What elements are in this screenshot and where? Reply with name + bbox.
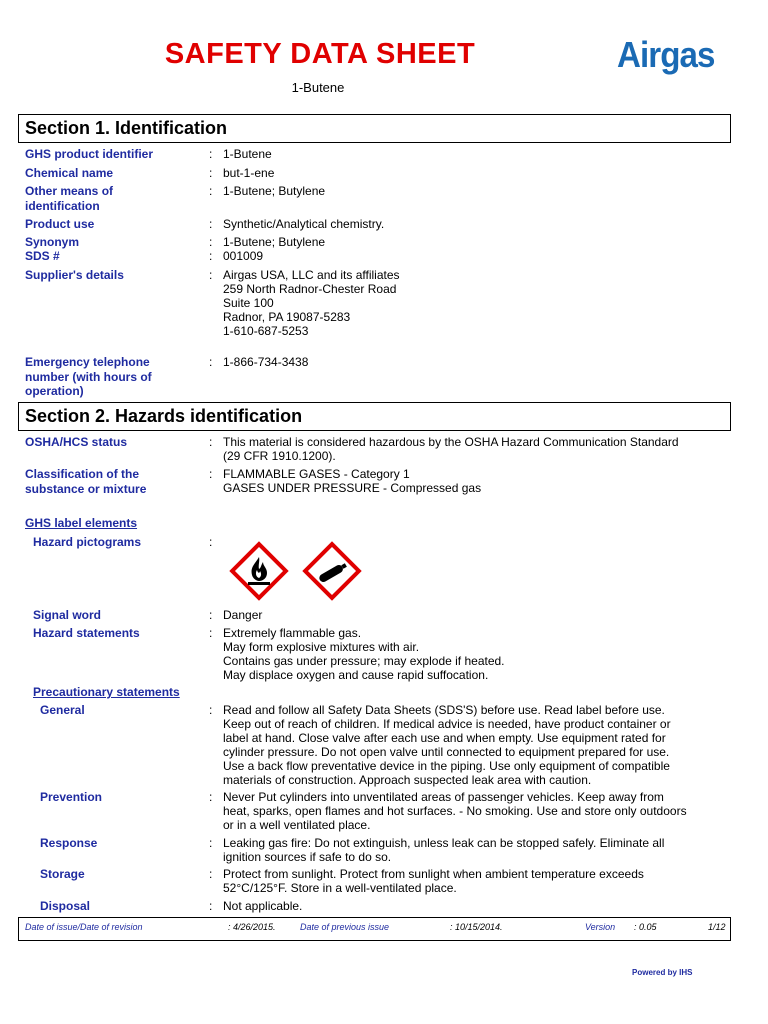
hazard-statements-label: Hazard statements [33, 626, 140, 640]
colon: : [209, 235, 213, 249]
version-label: Version [585, 922, 616, 932]
storage-label: Storage [40, 867, 85, 881]
section-1-heading: Section 1. Identification [18, 114, 731, 143]
gas-cylinder-pictogram [301, 540, 363, 602]
ghs-label-elements-heading: GHS label elements [25, 516, 138, 530]
colon: : [209, 867, 213, 881]
signal-word-value: Danger [223, 608, 263, 622]
section-1-value: but-1-ene [223, 166, 275, 180]
colon: : [209, 703, 213, 717]
previous-issue-label: Date of previous issue [300, 922, 390, 932]
colon: : [209, 249, 213, 263]
section-1-label: GHS product identifier [25, 147, 154, 161]
document-title: SAFETY DATA SHEET [164, 38, 476, 70]
section-1-value: Airgas USA, LLC and its affiliates 259 North Radnor-Chester Road Suite 100 Radnor, PA 19087-5283 1-610-687-5253 [223, 268, 400, 338]
section-1-label: Product use [25, 217, 95, 231]
colon: : [209, 899, 213, 913]
colon: : [209, 435, 213, 449]
response-label: Response [40, 836, 98, 850]
colon: : [209, 217, 213, 231]
storage-value: Protect from sunlight. Protect from sunlight when ambient temperature exceeds 52°C/125°F. Store in a well-ventilated place. [223, 867, 644, 895]
colon: : [209, 355, 213, 369]
issue-date-value: : 4/26/2015. [228, 922, 276, 932]
prevention-label: Prevention [40, 790, 103, 804]
signal-word-label: Signal word [33, 608, 102, 622]
page-number: 1/12 [708, 922, 726, 932]
section-1-label: SDS # [25, 249, 60, 263]
product-name: 1-Butene [291, 80, 345, 95]
hazard-statements-value: Extremely flammable gas. May form explosive mixtures with air. Contains gas under pressure; may explode if heated. May displace oxygen and cause rapid suffocation. [223, 626, 505, 682]
previous-issue-value: : 10/15/2014. [450, 922, 503, 932]
colon: : [209, 147, 213, 161]
response-value: Leaking gas fire: Do not extinguish, unless leak can be stopped safely. Eliminate all ignition sources if safe to do so. [223, 836, 665, 864]
hazard-pictograms-label: Hazard pictograms [33, 535, 142, 549]
colon: : [209, 467, 213, 481]
colon: : [209, 166, 213, 180]
colon: : [209, 535, 213, 549]
powered-by: Powered by IHS [632, 968, 693, 977]
section-1-label: Supplier's details [25, 268, 124, 282]
section-2-heading: Section 2. Hazards identification [18, 402, 731, 431]
general-label: General [40, 703, 85, 717]
section-1-value: Synthetic/Analytical chemistry. [223, 217, 385, 231]
osha-value: This material is considered hazardous by the OSHA Hazard Communication Standard (29 CFR 1910.1200). [223, 435, 679, 463]
colon: : [209, 626, 213, 640]
section-1-value: 001009 [223, 249, 264, 263]
colon: : [209, 268, 213, 282]
issue-date-label: Date of issue/Date of revision [25, 922, 143, 932]
disposal-label: Disposal [40, 899, 91, 913]
general-value: Read and follow all Safety Data Sheets (SDS'S) before use. Read label before use. Keep out of reach of children. If medical advice is needed, have product container or label at hand. Close valve after each use and when empty. Use equipment rated for cylinder pressure. Do not open valve until connected to equipment prepared for use. Use a back flow preventative device in the piping. Use only equipment of compatible materials of construction. Approach suspected leak area with caution. [223, 703, 671, 787]
colon: : [209, 184, 213, 198]
section-1-label: Emergency telephone number (with hours of operation) [25, 355, 152, 398]
section-1-label: Chemical name [25, 166, 114, 180]
version-value: : 0.05 [634, 922, 657, 932]
classification-value: FLAMMABLE GASES - Category 1 GASES UNDER PRESSURE - Compressed gas [223, 467, 482, 495]
precautionary-statements-heading: Precautionary statements [33, 685, 180, 699]
colon: : [209, 608, 213, 622]
prevention-value: Never Put cylinders into unventilated areas of passenger vehicles. Keep away from heat, sparks, open flames and hot surfaces. - No smoking. Use and store only outdoors or in a well ventilated place. [223, 790, 687, 832]
airgas-logo: Airgas [617, 34, 715, 75]
section-1-value: 1-Butene; Butylene [223, 235, 326, 249]
section-1-value: 1-Butene; Butylene [223, 184, 326, 198]
flame-pictogram [228, 540, 290, 602]
classification-label: Classification of the substance or mixture [25, 467, 147, 496]
section-1-value: 1-866-734-3438 [223, 355, 309, 369]
osha-label: OSHA/HCS status [25, 435, 128, 449]
section-1-value: 1-Butene [223, 147, 272, 161]
section-1-label: Other means of identification [25, 184, 114, 213]
section-1-label: Synonym [25, 235, 80, 249]
colon: : [209, 836, 213, 850]
colon: : [209, 790, 213, 804]
disposal-value: Not applicable. [223, 899, 303, 913]
